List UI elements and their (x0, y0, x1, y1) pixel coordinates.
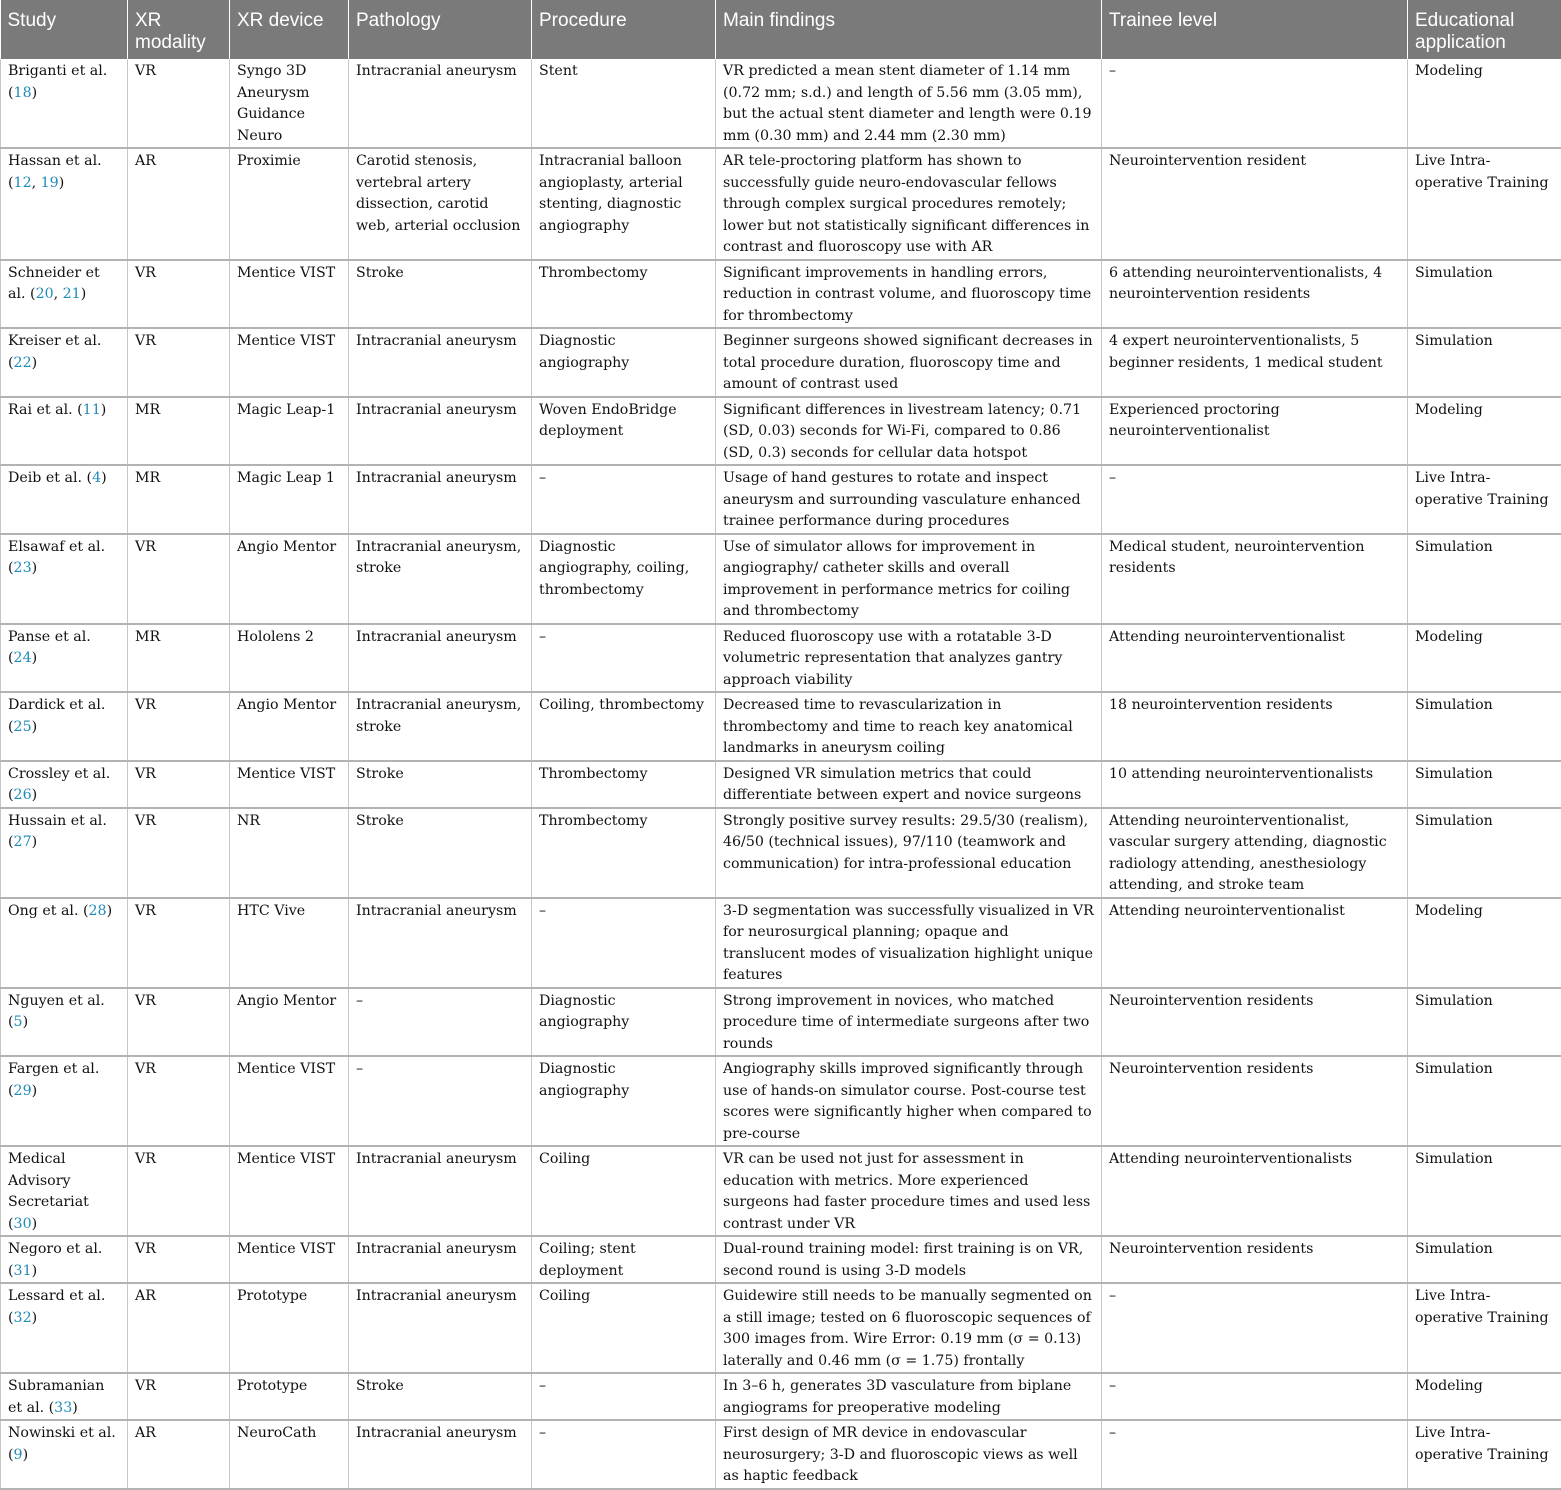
study-name: Nowinski et al. ( (8, 1425, 116, 1463)
xr-device-cell: HTC Vive (230, 898, 349, 988)
header-study: Study (1, 0, 128, 59)
procedure-cell: Coiling, thrombectomy (532, 692, 716, 761)
pathology-cell: Stroke (349, 808, 532, 898)
study-name: Hassan et al. ( (8, 153, 102, 191)
trainee-level-cell: 10 attending neurointerventionalists (1102, 761, 1408, 808)
study-cell: Deib et al. (4) (1, 465, 128, 534)
study-cell: Subramanian et al. (33) (1, 1373, 128, 1420)
main-findings-cell: First design of MR device in endovascular neurosurgery; 3-D and fluoroscopic views as well as haptic feedback (716, 1420, 1102, 1489)
citation-link[interactable]: 9 (14, 1447, 23, 1463)
educational-application-cell: Live Intra-operative Training (1408, 465, 1561, 534)
trainee-level-cell: Attending neurointerventionalist (1102, 624, 1408, 693)
header-trainee-level: Trainee level (1102, 0, 1408, 59)
xr-modality-cell: VR (128, 1056, 230, 1146)
trainee-level-cell: Neurointervention residents (1102, 1236, 1408, 1283)
pathology-cell: Intracranial aneurysm (349, 1283, 532, 1373)
educational-application-cell: Simulation (1408, 808, 1561, 898)
header-xr-modality: XR modality (128, 0, 230, 59)
xr-modality-cell: AR (128, 148, 230, 260)
educational-application-cell: Simulation (1408, 1236, 1561, 1283)
pathology-cell: Intracranial aneurysm (349, 465, 532, 534)
xr-modality-cell: VR (128, 761, 230, 808)
main-findings-cell: In 3–6 h, generates 3D vasculature from biplane angiograms for preoperative modeling (716, 1373, 1102, 1420)
xr-device-cell: Magic Leap 1 (230, 465, 349, 534)
procedure-cell: Thrombectomy (532, 260, 716, 329)
trainee-level-cell: – (1102, 1373, 1408, 1420)
trainee-level-cell: Attending neurointerventionalist, vascular surgery attending, diagnostic radiology attending, anesthesiology attending, and stroke team (1102, 808, 1408, 898)
xr-device-cell: Hololens 2 (230, 624, 349, 693)
xr-modality-cell: VR (128, 260, 230, 329)
xr-modality-cell: MR (128, 624, 230, 693)
table-row (1, 1373, 1561, 1420)
main-findings-cell: AR tele-proctoring platform has shown to successfully guide neuro-endovascular fellows through complex surgical procedures remotely; lower but not statistically significant differences in contrast and fluoroscopy use with AR (716, 148, 1102, 260)
procedure-cell: Diagnostic angiography (532, 1056, 716, 1146)
procedure-cell: Woven EndoBridge deployment (532, 397, 716, 466)
educational-application-cell: Simulation (1408, 1056, 1561, 1146)
pathology-cell: Intracranial aneurysm (349, 1236, 532, 1283)
table-row (1, 808, 1561, 898)
educational-application-cell: Modeling (1408, 898, 1561, 988)
study-cell: Fargen et al. (29) (1, 1056, 128, 1146)
trainee-level-cell: Neurointervention residents (1102, 988, 1408, 1057)
main-findings-cell: Significant differences in livestream latency; 0.71 (SD, 0.03) seconds for Wi-Fi, compared to 0.86 (SD, 0.3) seconds for cellular data hotspot (716, 397, 1102, 466)
pathology-cell: Stroke (349, 761, 532, 808)
trainee-level-cell: Neurointervention resident (1102, 148, 1408, 260)
study-cell: Medical Advisory Secretariat (30) (1, 1146, 128, 1236)
main-findings-cell: Usage of hand gestures to rotate and inspect aneurysm and surrounding vasculature enhanced trainee performance during procedures (716, 465, 1102, 534)
study-name: Hussain et al. ( (8, 813, 107, 851)
study-name: Nguyen et al. ( (8, 993, 105, 1031)
citation-link[interactable]: 30 (14, 1216, 32, 1232)
citation-link[interactable]: 27 (14, 834, 32, 850)
main-findings-cell: Dual-round training model: first training is on VR, second round is using 3-D models (716, 1236, 1102, 1283)
main-findings-cell: Guidewire still needs to be manually segmented on a still image; tested on 6 fluoroscopic sequences of 300 images from. Wire Error: 0.19 mm (σ = 0.13) laterally and 0.46 mm (σ = 1.75) frontally (716, 1283, 1102, 1373)
study-cell: Schneider et al. (20, 21) (1, 260, 128, 329)
procedure-cell: Thrombectomy (532, 808, 716, 898)
study-cell: Dardick et al. (25) (1, 692, 128, 761)
educational-application-cell: Live Intra-operative Training (1408, 1420, 1561, 1489)
trainee-level-cell: – (1102, 1420, 1408, 1489)
table-row (1, 1056, 1561, 1146)
table-row (1, 148, 1561, 260)
study-name: Subramanian et al. ( (8, 1378, 104, 1416)
xr-modality-cell: VR (128, 808, 230, 898)
trainee-level-cell: 4 expert neurointerventionalists, 5 beginner residents, 1 medical student (1102, 328, 1408, 397)
citation-link[interactable]: 21 (63, 286, 81, 302)
pathology-cell: Intracranial aneurysm (349, 624, 532, 693)
procedure-cell: Diagnostic angiography (532, 328, 716, 397)
table-row (1, 59, 1561, 148)
educational-application-cell: Live Intra-operative Training (1408, 148, 1561, 260)
table-row (1, 465, 1561, 534)
citation-link[interactable]: 31 (14, 1263, 32, 1279)
study-cell: Hassan et al. (12, 19) (1, 148, 128, 260)
pathology-cell: Intracranial aneurysm, stroke (349, 534, 532, 624)
pathology-cell: Intracranial aneurysm (349, 1420, 532, 1489)
xr-modality-cell: VR (128, 898, 230, 988)
xr-device-cell: Proximie (230, 148, 349, 260)
study-cell: Nguyen et al. (5) (1, 988, 128, 1057)
trainee-level-cell: Attending neurointerventionalists (1102, 1146, 1408, 1236)
citation-link[interactable]: 5 (14, 1014, 23, 1030)
citation-link[interactable]: 20 (36, 286, 54, 302)
study-name: Dardick et al. ( (8, 697, 105, 735)
study-cell: Ong et al. (28) (1, 898, 128, 988)
xr-device-cell: Angio Mentor (230, 534, 349, 624)
study-name: Fargen et al. ( (8, 1061, 99, 1099)
procedure-cell: – (532, 898, 716, 988)
procedure-cell: Coiling (532, 1283, 716, 1373)
pathology-cell: Stroke (349, 260, 532, 329)
educational-application-cell: Live Intra-operative Training (1408, 1283, 1561, 1373)
pathology-cell: Intracranial aneurysm (349, 1146, 532, 1236)
citation-link[interactable]: 19 (41, 175, 59, 191)
study-name: Negoro et al. ( (8, 1241, 102, 1279)
study-name: Elsawaf et al. ( (8, 539, 105, 577)
study-name: Briganti et al. ( (8, 63, 107, 101)
educational-application-cell: Modeling (1408, 59, 1561, 148)
xr-modality-cell: VR (128, 534, 230, 624)
procedure-cell: Stent (532, 59, 716, 148)
xr-device-cell: NR (230, 808, 349, 898)
header-row (1, 0, 1561, 59)
pathology-cell: Intracranial aneurysm (349, 59, 532, 148)
educational-application-cell: Simulation (1408, 534, 1561, 624)
main-findings-cell: 3-D segmentation was successfully visualized in VR for neurosurgical planning; opaque and translucent modes of visualization highlight unique features (716, 898, 1102, 988)
study-cell: Kreiser et al. (22) (1, 328, 128, 397)
xr-device-cell: Angio Mentor (230, 692, 349, 761)
study-cell: Panse et al. (24) (1, 624, 128, 693)
xr-device-cell: Syngo 3D Aneurysm Guidance Neuro (230, 59, 349, 148)
table-row (1, 534, 1561, 624)
pathology-cell: – (349, 1056, 532, 1146)
citation-link[interactable]: 25 (14, 719, 32, 735)
xr-modality-cell: MR (128, 465, 230, 534)
main-findings-cell: Decreased time to revascularization in thrombectomy and time to reach key anatomical landmarks in aneurysm coiling (716, 692, 1102, 761)
table-row (1, 260, 1561, 329)
citation-link[interactable]: 26 (14, 787, 32, 803)
trainee-level-cell: Experienced proctoring neurointerventionalist (1102, 397, 1408, 466)
header-main-findings: Main findings (716, 0, 1102, 59)
procedure-cell: Coiling; stent deployment (532, 1236, 716, 1283)
study-cell: Rai et al. (11) (1, 397, 128, 466)
study-cell: Nowinski et al. (9) (1, 1420, 128, 1489)
procedure-cell: Coiling (532, 1146, 716, 1236)
study-name: Rai et al. ( (8, 402, 83, 418)
xr-device-cell: Prototype (230, 1373, 349, 1420)
educational-application-cell: Modeling (1408, 624, 1561, 693)
study-cell: Briganti et al. (18) (1, 59, 128, 148)
study-name: Schneider et al. ( (8, 265, 100, 303)
study-name: Panse et al. ( (8, 629, 91, 667)
main-findings-cell: VR predicted a mean stent diameter of 1.14 mm (0.72 mm; s.d.) and length of 5.56 mm (3.05 mm), but the actual stent diameter and length were 0.19 mm (0.30 mm) and 2.44 mm (2.30 mm) (716, 59, 1102, 148)
table-row (1, 397, 1561, 466)
study-cell: Lessard et al. (32) (1, 1283, 128, 1373)
procedure-cell: Diagnostic angiography (532, 988, 716, 1057)
educational-application-cell: Modeling (1408, 1373, 1561, 1420)
trainee-level-cell: Neurointervention residents (1102, 1056, 1408, 1146)
xr-modality-cell: VR (128, 1236, 230, 1283)
procedure-cell: – (532, 624, 716, 693)
pathology-cell: Carotid stenosis, vertebral artery dissection, carotid web, arterial occlusion (349, 148, 532, 260)
pathology-cell: – (349, 988, 532, 1057)
xr-modality-cell: VR (128, 1373, 230, 1420)
table-row (1, 898, 1561, 988)
xr-modality-cell: MR (128, 397, 230, 466)
citation-link[interactable]: 33 (54, 1400, 72, 1416)
table-row (1, 1236, 1561, 1283)
xr-modality-cell: VR (128, 692, 230, 761)
xr-device-cell: Mentice VIST (230, 260, 349, 329)
citation-link[interactable]: 28 (89, 903, 107, 919)
study-name: Deib et al. ( (8, 470, 92, 486)
pathology-cell: Intracranial aneurysm (349, 397, 532, 466)
citation-link[interactable]: 12 (14, 175, 32, 191)
xr-device-cell: Magic Leap-1 (230, 397, 349, 466)
study-cell: Hussain et al. (27) (1, 808, 128, 898)
xr-device-cell: NeuroCath (230, 1420, 349, 1489)
educational-application-cell: Simulation (1408, 1146, 1561, 1236)
header-procedure: Procedure (532, 0, 716, 59)
xr-device-cell: Mentice VIST (230, 761, 349, 808)
xr-modality-cell: VR (128, 59, 230, 148)
xr-device-cell: Prototype (230, 1283, 349, 1373)
table-body (1, 59, 1561, 1489)
main-findings-cell: VR can be used not just for assessment in education with metrics. More experienced surgeons had faster procedure times and used less contrast under VR (716, 1146, 1102, 1236)
xr-modality-cell: VR (128, 988, 230, 1057)
xr-modality-cell: AR (128, 1283, 230, 1373)
study-cell: Crossley et al. (26) (1, 761, 128, 808)
table-row (1, 1146, 1561, 1236)
trainee-level-cell: – (1102, 465, 1408, 534)
citation-link[interactable]: 24 (14, 650, 32, 666)
pathology-cell: Stroke (349, 1373, 532, 1420)
main-findings-cell: Strong improvement in novices, who matched procedure time of intermediate surgeons after two rounds (716, 988, 1102, 1057)
table-row (1, 328, 1561, 397)
xr-device-cell: Mentice VIST (230, 1146, 349, 1236)
study-cell: Elsawaf et al. (23) (1, 534, 128, 624)
main-findings-cell: Use of simulator allows for improvement in angiography/ catheter skills and overall improvement in performance metrics for coiling and thrombectomy (716, 534, 1102, 624)
procedure-cell: – (532, 465, 716, 534)
main-findings-cell: Designed VR simulation metrics that could differentiate between expert and novice surgeons (716, 761, 1102, 808)
educational-application-cell: Simulation (1408, 761, 1561, 808)
study-name: Ong et al. ( (8, 903, 89, 919)
xr-device-cell: Mentice VIST (230, 1056, 349, 1146)
pathology-cell: Intracranial aneurysm (349, 898, 532, 988)
study-name: Lessard et al. ( (8, 1288, 105, 1326)
trainee-level-cell: Medical student, neurointervention residents (1102, 534, 1408, 624)
header-xr-device: XR device (230, 0, 349, 59)
table-row (1, 988, 1561, 1057)
pathology-cell: Intracranial aneurysm, stroke (349, 692, 532, 761)
trainee-level-cell: – (1102, 1283, 1408, 1373)
educational-application-cell: Simulation (1408, 692, 1561, 761)
educational-application-cell: Modeling (1408, 397, 1561, 466)
trainee-level-cell: 18 neurointervention residents (1102, 692, 1408, 761)
study-cell: Negoro et al. (31) (1, 1236, 128, 1283)
study-name: Kreiser et al. ( (8, 333, 101, 371)
xr-device-cell: Mentice VIST (230, 1236, 349, 1283)
table-row (1, 761, 1561, 808)
citation-link[interactable]: 29 (14, 1083, 32, 1099)
xr-modality-cell: VR (128, 328, 230, 397)
main-findings-cell: Strongly positive survey results: 29.5/30 (realism), 46/50 (technical issues), 97/110 (teamwork and communication) for intra-professional education (716, 808, 1102, 898)
citation-link[interactable]: 23 (14, 560, 32, 576)
xr-device-cell: Mentice VIST (230, 328, 349, 397)
citation-link[interactable]: 32 (14, 1310, 32, 1326)
main-findings-cell: Angiography skills improved significantly through use of hands-on simulator course. Post-course test scores were significantly higher when compared to pre-course (716, 1056, 1102, 1146)
header-educational-application: Educational application (1408, 0, 1561, 59)
educational-application-cell: Simulation (1408, 260, 1561, 329)
xr-modality-cell: VR (128, 1146, 230, 1236)
header-pathology: Pathology (349, 0, 532, 59)
table-row (1, 1283, 1561, 1373)
table-row (1, 692, 1561, 761)
procedure-cell: Thrombectomy (532, 761, 716, 808)
procedure-cell: – (532, 1373, 716, 1420)
pathology-cell: Intracranial aneurysm (349, 328, 532, 397)
main-findings-cell: Significant improvements in handling errors, reduction in contrast volume, and fluoroscopy time for thrombectomy (716, 260, 1102, 329)
table-row (1, 1420, 1561, 1489)
study-name: Medical Advisory Secretariat ( (8, 1151, 89, 1232)
procedure-cell: – (532, 1420, 716, 1489)
citation-link[interactable]: 4 (92, 470, 101, 486)
citation-link[interactable]: 22 (14, 355, 32, 371)
trainee-level-cell: 6 attending neurointerventionalists, 4 neurointervention residents (1102, 260, 1408, 329)
procedure-cell: Diagnostic angiography, coiling, thrombectomy (532, 534, 716, 624)
main-findings-cell: Beginner surgeons showed significant decreases in total procedure duration, fluoroscopy time and amount of contrast used (716, 328, 1102, 397)
xr-modality-cell: AR (128, 1420, 230, 1489)
xr-device-cell: Angio Mentor (230, 988, 349, 1057)
study-name: Crossley et al. ( (8, 766, 110, 804)
trainee-level-cell: Attending neurointerventionalist (1102, 898, 1408, 988)
educational-application-cell: Simulation (1408, 328, 1561, 397)
procedure-cell: Intracranial balloon angioplasty, arterial stenting, diagnostic angiography (532, 148, 716, 260)
main-findings-cell: Reduced fluoroscopy use with a rotatable 3-D volumetric representation that analyzes gantry approach viability (716, 624, 1102, 693)
citation-link[interactable]: 11 (83, 402, 101, 418)
educational-application-cell: Simulation (1408, 988, 1561, 1057)
citation-link[interactable]: 18 (14, 85, 32, 101)
table-row (1, 624, 1561, 693)
trainee-level-cell: – (1102, 59, 1408, 148)
